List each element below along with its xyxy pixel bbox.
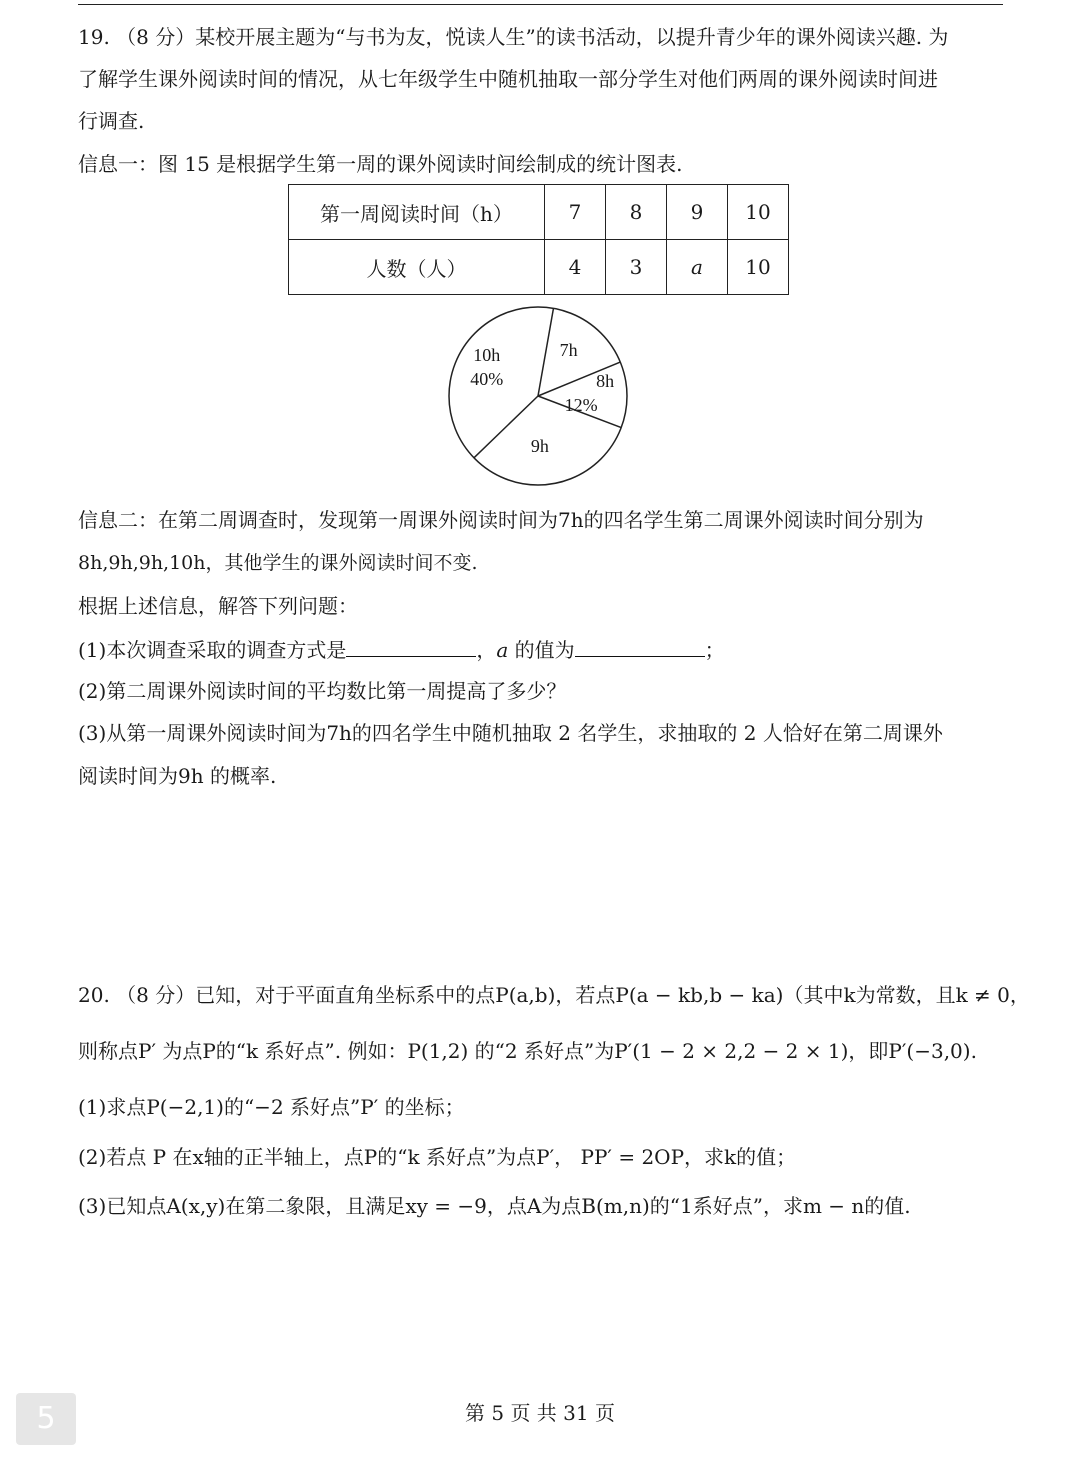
pie-slice-label: 7h — [559, 339, 578, 360]
q19-part-2: (2)第二周课外阅读时间的平均数比第一周提高了多少？ — [78, 679, 567, 703]
q20-part-1: (1)求点P(−2,1)的“−2 系好点”P′ 的坐标； — [78, 1095, 465, 1119]
part1-comma: ， — [476, 638, 497, 662]
part1-text-2: 的值为 — [508, 638, 575, 662]
q20-part-2: (2)若点 P 在x轴的正半轴上，点P的“k 系好点”为点P′， PP′ = 2OP，求k的值； — [78, 1145, 797, 1169]
q19-line-2: 了解学生课外阅读时间的情况，从七年级学生中随机抽取一部分学生对他们两周的课外阅读时间进 — [78, 67, 938, 91]
q20-line-1: 20. （8 分）已知，对于平面直角坐标系中的点P(a,b)，若点P(a − kb,b − ka)（其中k为常数，且k ≠ 0， — [78, 983, 1030, 1007]
q19-info-one: 信息一：图 15 是根据学生第一周的课外阅读时间绘制成的统计图表. — [78, 152, 683, 176]
table-cell: 9 — [667, 185, 728, 240]
table-row — [289, 185, 789, 240]
pie-slice-percent: 12% — [564, 395, 598, 416]
pie-slice-label: 8h — [596, 371, 615, 392]
frequency-table — [288, 184, 789, 295]
pie-slice-label: 10h — [473, 345, 501, 366]
table-cell-header: 人数（人） — [289, 240, 545, 295]
q19-line-3: 行调查. — [78, 109, 145, 133]
table-cell: 7 — [545, 185, 606, 240]
table-cell: 10 — [728, 185, 789, 240]
part1-semicolon: ； — [704, 638, 725, 662]
part1-text: (1)本次调查采取的调查方式是 — [78, 638, 347, 662]
q19-part-1 — [78, 636, 1008, 663]
part1-variable: a — [496, 638, 509, 662]
answer-blank-method — [346, 636, 476, 657]
page-badge: 5 — [16, 1393, 76, 1445]
q20-line-2: 则称点P′ 为点P的“k 系好点”. 例如：P(1,2) 的“2 系好点”为P′(1 − 2 × 2,2 − 2 × 1)，即P′(−3,0). — [78, 1039, 977, 1063]
table-cell: 10 — [728, 240, 789, 295]
table-cell: 4 — [545, 240, 606, 295]
table-cell-variable: a — [667, 240, 728, 295]
q19-info-two-line-2: 8h,9h,9h,10h，其他学生的课外阅读时间不变. — [78, 552, 478, 574]
q19-prompt: 根据上述信息，解答下列问题： — [78, 594, 358, 618]
table-cell: 8 — [606, 185, 667, 240]
q19-line-1: 19. （8 分）某校开展主题为“与书为友，悦读人生”的读书活动，以提升青少年的课外阅读兴趣. 为 — [78, 25, 949, 49]
table-cell: 3 — [606, 240, 667, 295]
pie-chart — [446, 306, 632, 486]
q19-part-3-line-2: 阅读时间为9h 的概率. — [78, 764, 277, 788]
pie-slice-label: 9h — [530, 435, 549, 456]
q20-part-3: (3)已知点A(x,y)在第二象限，且满足xy = −9，点A为点B(m,n)的“1系好点”，求m − n的值. — [78, 1194, 911, 1218]
q19-info-two-line-1: 信息二：在第二周调查时，发现第一周课外阅读时间为7h的四名学生第二周课外阅读时间分别为 — [78, 508, 924, 532]
answer-blank-a — [575, 636, 705, 657]
pie-slice-percent: 40% — [470, 369, 504, 390]
table-row — [289, 240, 789, 295]
top-rule — [78, 4, 1003, 5]
page-number: 第 5 页 共 31 页 — [465, 1401, 615, 1425]
table-cell-header: 第一周阅读时间（h） — [289, 185, 545, 240]
q19-part-3-line-1: (3)从第一周课外阅读时间为7h的四名学生中随机抽取 2 名学生，求抽取的 2 人恰好在第二周课外 — [78, 721, 943, 745]
